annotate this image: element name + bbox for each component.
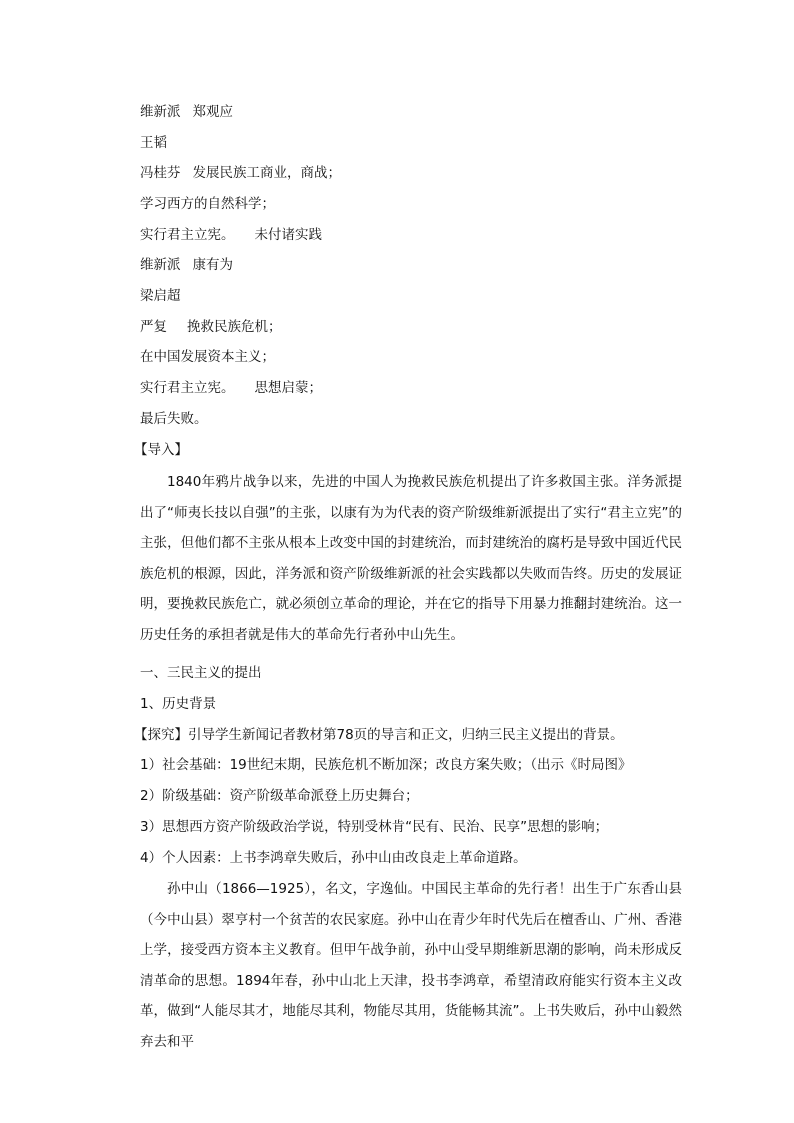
text-line: 最后失败。 (140, 411, 208, 427)
text-segment: 维新派 (140, 104, 181, 120)
text-segment: 未付诸实践 (254, 227, 322, 243)
text-segment: 严复 (140, 319, 167, 335)
intro-heading: 【导入】 (134, 442, 188, 458)
text-line (140, 106, 233, 120)
text-segment: 冯桂芬 (140, 165, 181, 181)
text-line (140, 259, 233, 273)
intro-paragraph: 1840年鸦片战争以来，先进的中国人为挽救民族危机提出了许多救国主张。洋务派提出了“师夷长技以自强”的主张，以康有为为代表的资产阶级维新派提出了实行“君主立宪”的主张，但他们都不主张从根本上改变中国的封建统治，而封建统治的腐朽是导致中国近代民族危机的根源，因此，洋务派和资产阶级维新派的社会实践都以失败而告终。历史的发展证明，要挽救民族危亡，就必须创立革命的理论，并在它的指导下用暴力推翻封建统治。这一历史任务的承担者就是伟大的革命先行者孙中山先生。 (140, 474, 682, 643)
list-item: 1）社会基础：19世纪末期，民族危机不断加深；改良方案失败；（出示《时局图》 (140, 757, 632, 773)
text-line (140, 321, 282, 335)
text-segment: 康有为 (192, 257, 233, 273)
section-subtitle: 1、历史背景 (140, 696, 217, 712)
text-segment: 发展民族工商业，商战； (192, 165, 341, 181)
list-item: 4）个人因素：上书李鸿章失败后，孙中山由改良走上革命道路。 (140, 850, 527, 866)
text-segment: 挽救民族危机； (187, 319, 282, 335)
text-segment: 维新派 (140, 257, 181, 273)
text-segment: 郑观应 (192, 104, 233, 120)
text-segment: 实行君主立宪。 (140, 380, 235, 396)
explore-line: 【探究】引导学生新闻记者教材第78页的导言和正文，归纳三民主义提出的背景。 (134, 727, 624, 743)
text-line: 学习西方的自然科学； (140, 196, 275, 212)
list-item: 3）思想西方资产阶级政治学说，特别受林肯“民有、民治、民享”思想的影响； (140, 819, 609, 835)
text-line (140, 167, 341, 181)
text-line: 王韬 (140, 135, 167, 151)
bio-paragraph: 孙中山（1866—1925），名文，字逸仙。中国民主革命的先行者！出生于广东香山县（今中山县）翠亨村一个贫苦的农民家庭。孙中山在青少年时代先后在檀香山、广州、香港上学，接受西方资本主义教育。但甲午战争前，孙中山受早期维新思潮的影响，尚未形成反清革命的思想。1894年春，孙中山北上天津，投书李鸿章，希望清政府能实行资本主义改革，做到“人能尽其才，地能尽其利，物能尽其用，货能畅其流”。上书失败后，孙中山毅然弃去和平 (140, 881, 682, 1050)
list-item: 2）阶级基础：资产阶级革命派登上历史舞台； (140, 788, 419, 804)
text-line (140, 382, 322, 396)
text-line (140, 229, 322, 243)
text-line: 在中国发展资本主义； (140, 349, 275, 365)
text-line: 梁启超 (140, 288, 181, 304)
text-segment: 思想启蒙； (254, 380, 322, 396)
section-title: 一、三民主义的提出 (140, 665, 262, 681)
text-segment: 实行君主立宪。 (140, 227, 235, 243)
